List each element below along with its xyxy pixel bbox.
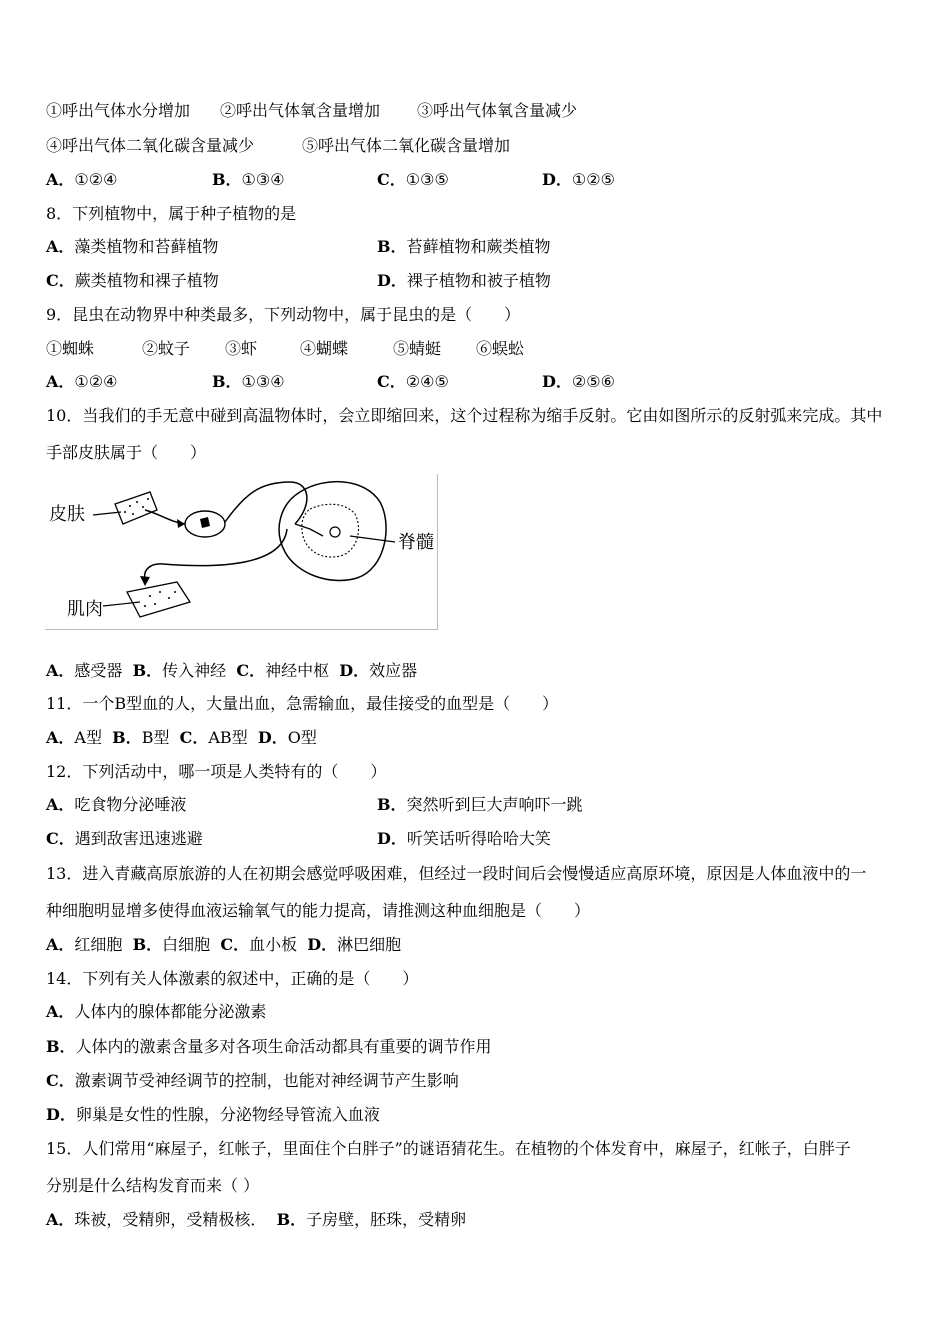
q9-item-2: ②蚊子 [142,339,191,358]
q15-option-a[interactable]: A．珠被，受精卵，受精极核． [46,1210,267,1229]
q14-option-b[interactable]: B．人体内的激素含量多对各项生命活动都具有重要的调节作用 [46,1037,492,1056]
q14-option-c[interactable]: C．激素调节受神经调节的控制，也能对神经调节产生影响 [46,1071,459,1090]
q11-options [46,728,317,748]
label-muscle: 肌肉 [67,599,103,620]
label-skin: 皮肤 [49,504,85,525]
skin-tissue [115,492,157,524]
q7-option-a[interactable]: A．①②④ [46,170,118,189]
q8-option-c[interactable]: C．蕨类植物和裸子植物 [46,271,219,290]
efferent-nerve [145,529,287,579]
q11-option-b[interactable]: B．B型 [112,728,170,747]
q8-option-b[interactable]: B．苔藓植物和蕨类植物 [377,237,551,256]
q13-option-c[interactable]: C．血小板 [220,935,298,954]
q9-option-a[interactable]: A．①②④ [46,372,118,391]
q7-option-c[interactable]: C．①③⑤ [377,170,449,189]
q12-option-c[interactable]: C．遇到敌害迅速逃避 [46,829,203,848]
q11-stem: 11．一个B型血的人，大量出血，急需输血，最佳接受的血型是（ ） [46,694,559,713]
q9-item-4: ④蝴蝶 [300,339,349,358]
q7-item-4: ④呼出气体二氧化碳含量减少 [46,136,255,155]
q13-option-b[interactable]: B．白细胞 [132,935,211,954]
q10-option-d[interactable]: D．效应器 [339,661,418,680]
q10-option-b[interactable]: B．传入神经 [132,661,227,680]
q15-options [46,1210,466,1230]
q8-option-d[interactable]: D．裸子植物和被子植物 [377,271,551,290]
muscle-tissue [127,582,190,617]
label-spinal-cord: 脊髓 [398,532,434,553]
q13-stem-line1: 13．进入青藏高原旅游的人在初期会感觉呼吸困难，但经过一段时间后会慢慢适应高原环境，原因是人体血液中的一 [46,864,867,883]
q14-option-a[interactable]: A．人体内的腺体都能分泌激素 [46,1002,267,1021]
q8-option-a[interactable]: A．藻类植物和苔藓植物 [46,237,219,256]
q15-stem-line1: 15．人们常用“麻屋子，红帐子，里面住个白胖子”的谜语猜花生。在植物的个体发育中，麻屋子，红帐子，白胖子 [46,1139,851,1158]
q9-option-b[interactable]: B．①③④ [212,372,285,391]
q14-option-d[interactable]: D．卵巢是女性的性腺，分泌物经导管流入血液 [46,1105,380,1124]
q12-option-a[interactable]: A．吃食物分泌唾液 [46,795,187,814]
q13-option-d[interactable]: D．淋巴细胞 [307,935,402,954]
spinal-cord-outline [279,482,386,581]
q10-option-a[interactable]: A．感受器 [46,661,123,680]
reflex-arc-figure [45,474,438,630]
afferent-nerve [225,482,307,524]
q10-option-c[interactable]: C．神经中枢 [236,661,330,680]
q13-option-a[interactable]: A．红细胞 [46,935,123,954]
skin-pointer [93,512,121,515]
q10-stem-line2: 手部皮肤属于（ ） [46,443,207,462]
q7-option-b[interactable]: B．①③④ [212,170,285,189]
q9-stem: 9．昆虫在动物界中种类最多，下列动物中，属于昆虫的是（ ） [46,305,521,324]
q7-item-1: ①呼出气体水分增加 [46,101,191,120]
q15-stem-line2: 分别是什么结构发育而来（ ） [46,1176,260,1195]
q12-stem: 12．下列活动中，哪一项是人类特有的（ ） [46,762,387,781]
q7-item-3: ③呼出气体氧含量减少 [417,101,578,120]
q8-stem: 8．下列植物中，属于种子植物的是 [46,204,297,223]
q9-item-6: ⑥蜈蚣 [476,339,525,358]
q10-stem-line1: 10．当我们的手无意中碰到高温物体时，会立即缩回来，这个过程称为缩手反射。它由如图所示的反射弧来完成。其中 [46,406,883,425]
q7-item-5: ⑤呼出气体二氧化碳含量增加 [302,136,511,155]
q7-item-2: ②呼出气体氧含量增加 [220,101,381,120]
q7-option-d[interactable]: D．①②⑤ [542,170,615,189]
q15-option-b[interactable]: B．子房壁，胚珠，受精卵 [276,1210,467,1229]
central-canal [330,527,340,537]
q13-stem-line2: 种细胞明显增多使得血液运输氧气的能力提高，请推测这种血细胞是（ ） [46,901,591,920]
q9-item-3: ③虾 [225,339,258,358]
q10-options [46,661,417,681]
q12-option-d[interactable]: D．听笑话听得哈哈大笑 [377,829,551,848]
q13-options [46,935,401,955]
q11-option-a[interactable]: A．A型 [46,728,102,747]
q12-option-b[interactable]: B．突然听到巨大声响吓一跳 [377,795,583,814]
q9-option-d[interactable]: D．②⑤⑥ [542,372,615,391]
q11-option-c[interactable]: C．AB型 [179,728,248,747]
q9-item-5: ⑤蜻蜓 [393,339,442,358]
reflex-arc-diagram [45,474,437,629]
q14-stem: 14．下列有关人体激素的叙述中，正确的是（ ） [46,969,419,988]
q9-item-1: ①蜘蛛 [46,339,95,358]
q11-option-d[interactable]: D．O型 [257,728,317,747]
q9-option-c[interactable]: C．②④⑤ [377,372,449,391]
